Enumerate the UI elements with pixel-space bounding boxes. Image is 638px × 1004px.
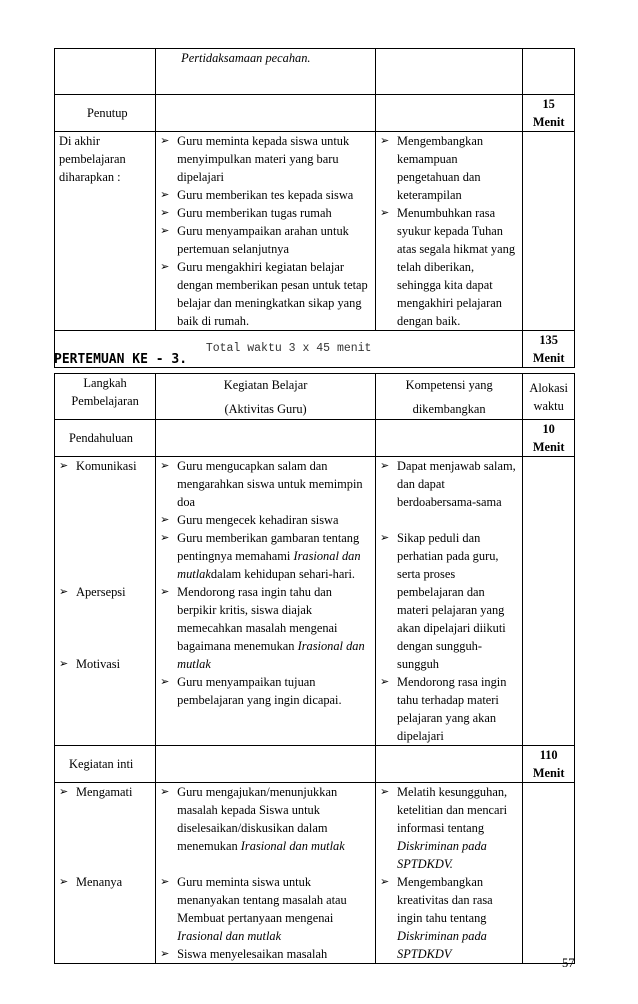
header-time: Alokasi waktu: [523, 374, 575, 420]
meeting-3-table: [54, 373, 575, 964]
pendahuluan-body-row: [55, 457, 575, 746]
list-item: ➢ Guru menyampaikan arahan untuk pertemuan selanjutnya: [160, 222, 371, 258]
list-item: ➢ Mengembangkan kreativitas dan rasa ingin tahu tentang Diskriminan pada SPTDKDV: [380, 873, 518, 963]
competency-list: [380, 783, 518, 963]
step-label: Pendahuluan: [55, 420, 156, 457]
penutup-row: [55, 95, 575, 132]
penutup-body-row: [55, 132, 575, 331]
list-item: ➢ Mendorong rasa ingin tahu terhadap materi pelajaran yang akan dipelajari: [380, 673, 518, 745]
activity-list: [160, 783, 371, 855]
step-label: Di akhir pembelajaran diharapkan :: [55, 132, 156, 331]
step-label: Kegiatan inti: [55, 746, 156, 783]
header-competency: Kompetensi yang dikembangkan: [376, 374, 523, 420]
step-apersepsi: ➢ Apersepsi: [59, 583, 151, 601]
previous-meeting-table: [54, 48, 575, 368]
list-item: ➢ Guru mengakhiri kegiatan belajar dengan memberikan pesan untuk tetap belajar dan meningkatkan sikap yang baik di rumah.: [160, 258, 371, 330]
competency-list-cell: [376, 783, 523, 964]
topic-cell: Pertidaksamaan pecahan.: [156, 49, 376, 95]
header-step: Langkah Pembelajaran: [55, 374, 156, 420]
step-komunikasi: ➢ Komunikasi: [59, 457, 151, 475]
header-row: [55, 374, 575, 420]
list-item: ➢ Guru meminta siswa untuk menanyakan tentang masalah atau Membuat pertanyaan mengenai Irasional dan mutlak: [160, 873, 371, 945]
page-number: 57: [562, 956, 575, 970]
time-allocation: 135 Menit: [523, 331, 575, 368]
table-row: [55, 49, 575, 95]
inti-body-row: [55, 783, 575, 964]
list-item: ➢ Guru memberikan tes kepada siswa: [160, 186, 371, 204]
list-item: ➢ Guru memberikan tugas rumah: [160, 204, 371, 222]
list-item: ➢ Guru memberikan gambaran tentang pentingnya memahami Irasional dan mutlakdalam kehidupan sehari-hari.: [160, 529, 371, 583]
activity-list: [160, 132, 371, 330]
time-allocation: 15 Menit: [523, 95, 575, 132]
activity-list-cell: [156, 457, 376, 746]
competency-list: [380, 132, 518, 330]
list-item: ➢ Siswa menyelesaikan masalah: [160, 945, 371, 963]
list-item: ➢ Mengembangkan kemampuan pengetahuan dan keterampilan: [380, 132, 518, 204]
list-item: ➢ Guru meminta kepada siswa untuk menyimpulkan materi yang baru dipelajari: [160, 132, 371, 186]
step-mengamati: ➢ Mengamati: [59, 783, 151, 801]
list-item: ➢ Guru menyampaikan tujuan pembelajaran yang ingin dicapai.: [160, 673, 371, 709]
list-item: ➢ Guru mengucapkan salam dan mengarahkan siswa untuk memimpin doa: [160, 457, 371, 511]
list-item: ➢ Guru mengajukan/menunjukkan masalah kepada Siswa untuk diselesaikan/diskusikan dalam menemukan Irasional dan mutlak: [160, 783, 371, 855]
time-allocation: 110 Menit: [523, 746, 575, 783]
activity-list-cell: [156, 783, 376, 964]
competency-list: [380, 457, 518, 511]
list-item: ➢ Sikap peduli dan perhatian pada guru, serta proses pembelajaran dan materi pelajaran yang akan dipelajari diikuti dengan sungguh-sungguh: [380, 529, 518, 673]
step-label: Penutup: [55, 95, 156, 132]
step-list-cell: [55, 783, 156, 964]
list-item: ➢ Guru mengecek kehadiran siswa: [160, 511, 371, 529]
list-item: ➢ Dapat menjawab salam, dan dapat berdoabersama-sama: [380, 457, 518, 511]
step-menanya: ➢ Menanya: [59, 873, 151, 891]
activity-list-cell: [156, 132, 376, 331]
time-allocation: 10 Menit: [523, 420, 575, 457]
header-activity: Kegiatan Belajar (Aktivitas Guru): [156, 374, 376, 420]
total-time-label: Total waktu 3 x 45 menit: [55, 331, 523, 368]
competency-list-cell: [376, 457, 523, 746]
step-list-cell: [55, 457, 156, 746]
list-item: ➢ Mendorong rasa ingin tahu dan berpikir kritis, siswa diajak memecahkan masalah mengenai bagaimana menemukan Irasional dan mutlak: [160, 583, 371, 673]
list-item: ➢ Menumbuhkan rasa syukur kepada Tuhan atas segala hikmat yang telah diberikan, sehingga kita dapat mengakhiri pelajaran dengan baik.: [380, 204, 518, 330]
list-item: ➢ Melatih kesungguhan, ketelitian dan mencari informasi tentang Diskriminan pada SPTDKDV.: [380, 783, 518, 873]
competency-list-cell: [376, 132, 523, 331]
inti-row: [55, 746, 575, 783]
meeting-heading: PERTEMUAN KE - 3.: [54, 352, 188, 367]
activity-list: [160, 457, 371, 709]
step-motivasi: ➢ Motivasi: [59, 655, 151, 673]
pendahuluan-row: [55, 420, 575, 457]
